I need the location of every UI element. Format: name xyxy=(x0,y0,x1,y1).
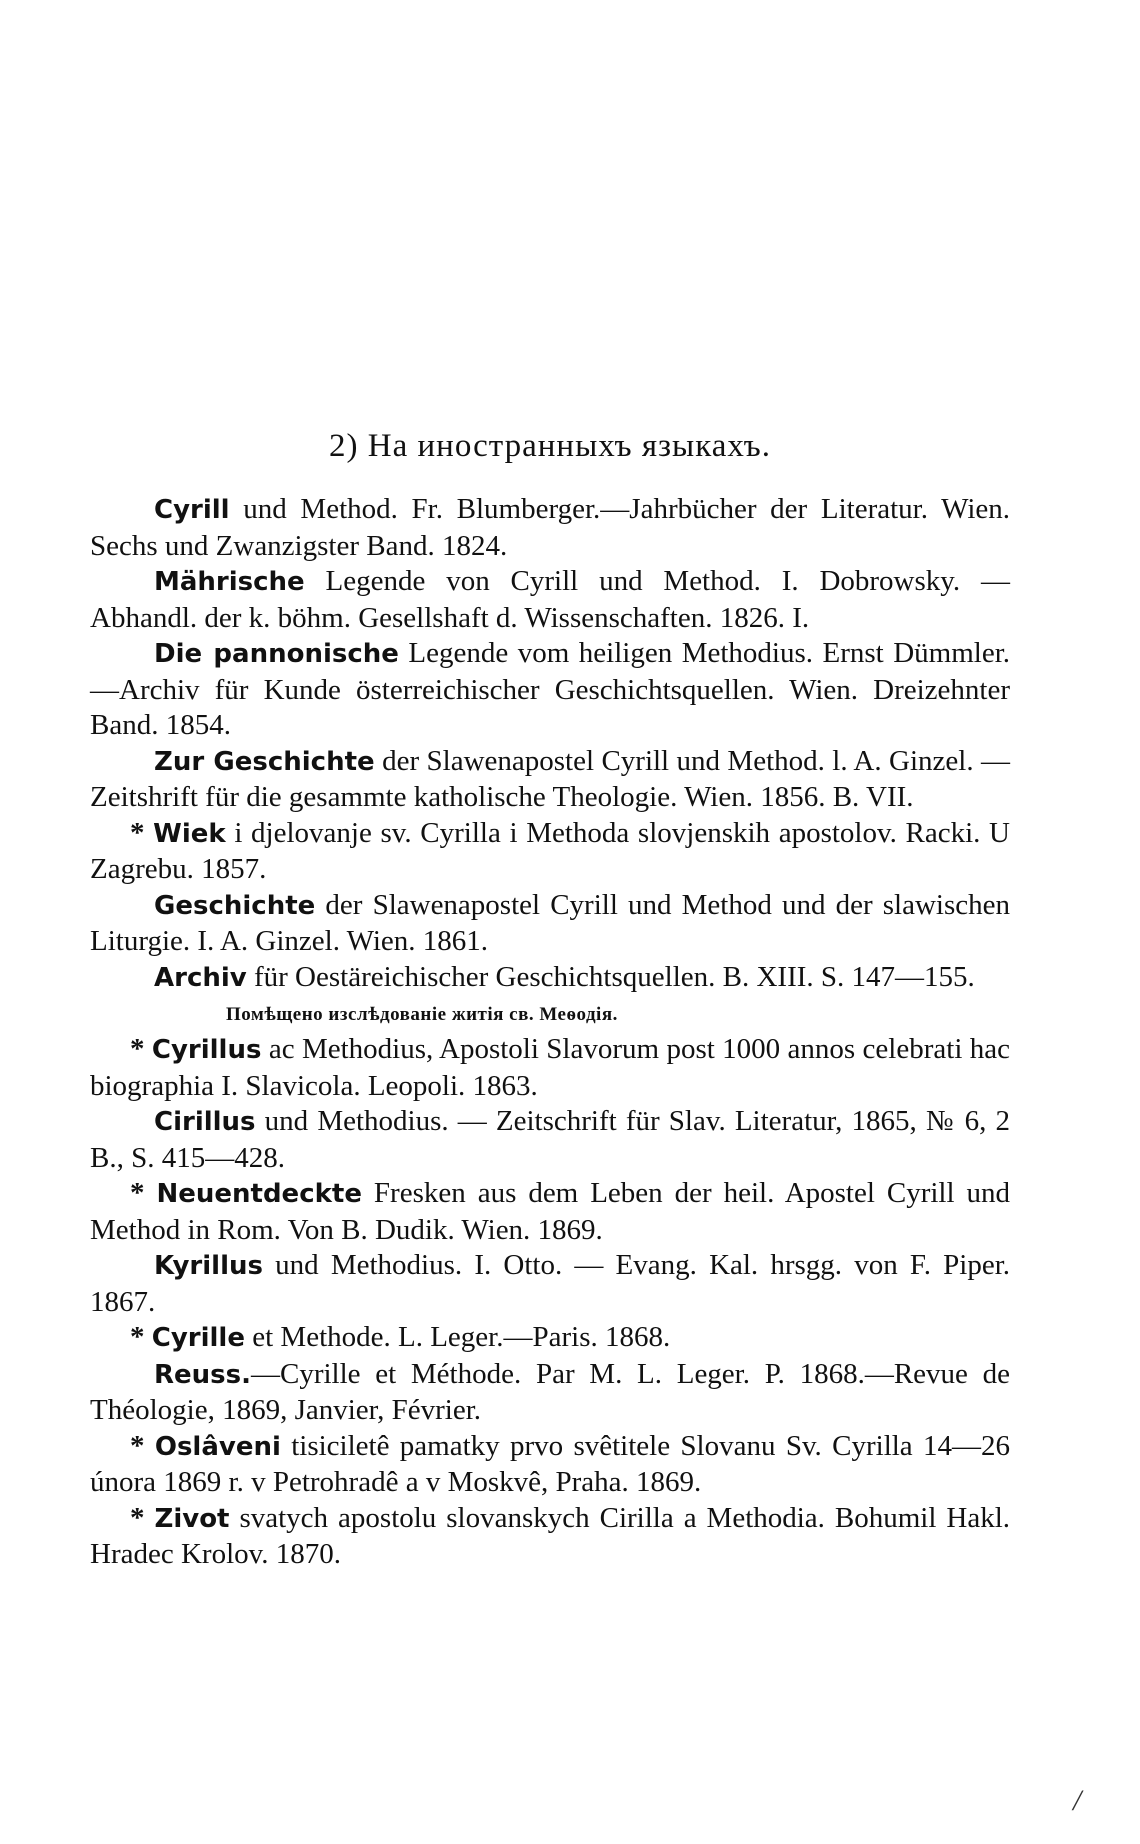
bibliography-entry xyxy=(90,636,1010,744)
bibliography-entry xyxy=(90,1320,1010,1357)
bibliography-list xyxy=(90,492,1010,1573)
bibliography-entry xyxy=(90,1176,1010,1248)
entry-text: i djelovanje sv. Cyrilla i Methoda slovjenskih apostolov. Racki. U Zagrebu. 1857. xyxy=(90,816,1010,885)
bibliography-entry xyxy=(90,960,1010,997)
entry-lead-title: Cyrillus xyxy=(151,1035,262,1065)
bibliography-entry xyxy=(90,1104,1010,1176)
bibliography-entry xyxy=(90,816,1010,888)
entry-lead-title: Zur Geschichte xyxy=(154,746,375,777)
entry-text: der Slawenapostel Cyrill und Method. l. A. Ginzel. — Zeitshrift für die gesammte katholische Theologie. Wien. 1856. B. VII. xyxy=(90,744,1010,813)
entry-text: Legende vom heiligen Methodius. Ernst Dümmler.—Archiv für Kunde österreichischer Geschichtsquellen. Wien. Dreizehnter Band. 1854. xyxy=(90,637,1010,741)
asterisk-mark: * xyxy=(130,1501,155,1534)
entry-text: et Methode. L. Leger.—Paris. 1868. xyxy=(244,1321,671,1353)
entry-text: und Method. Fr. Blumberger.—Jahrbücher der Literatur. Wien. Sechs und Zwanzigster Band. 1824. xyxy=(90,493,1010,562)
entry-lead-title: Neuentdeckte xyxy=(156,1179,362,1209)
entry-lead-title: Cyrill xyxy=(154,495,230,525)
entry-text: und Methodius. — Zeitschrift für Slav. Literatur, 1865, № 6, 2 B., S. 415—428. xyxy=(90,1105,1010,1174)
entry-lead-title: Zivot xyxy=(154,1503,230,1534)
entry-lead-title: Kyrillus xyxy=(154,1251,263,1281)
bibliography-entry xyxy=(90,1248,1010,1320)
bibliography-entry xyxy=(90,888,1010,960)
entry-lead-title: Cirillus xyxy=(154,1107,256,1137)
entry-text: der Slawenapostel Cyrill und Method und der slawischen Liturgie. I. A. Ginzel. Wien. 1861. xyxy=(90,888,1010,957)
bibliography-entry xyxy=(90,744,1010,816)
bibliography-entry xyxy=(90,1357,1010,1429)
entry-text: Fresken aus dem Leben der heil. Apostel Cyrill und Method in Rom. Von B. Dudik. Wien. 1869. xyxy=(90,1177,1010,1246)
entry-text: für Oestäreichischer Geschichtsquellen. B. XIII. S. 147—155. xyxy=(246,960,975,993)
bibliography-entry xyxy=(90,492,1010,564)
asterisk-mark: * xyxy=(130,1321,152,1353)
entry-lead-title: Archiv xyxy=(154,962,247,993)
entry-lead-title: Geschichte xyxy=(154,890,316,921)
entry-lead-title: Wiek xyxy=(153,818,226,849)
entry-text: Legende von Cyrill und Method. I. Dobrowsky. — Abhandl. der k. böhm. Gesellshaft d. Wissenschaften. 1826. I. xyxy=(90,565,1010,634)
asterisk-mark: * xyxy=(130,816,154,849)
entry-text: tisiciletê pamatky prvo svêtitele Slovanu Sv. Cyrilla 14—26 února 1869 r. v Petrohradê a v Moskvê, Praha. 1869. xyxy=(90,1429,1011,1498)
stray-pen-mark: / xyxy=(1073,1784,1082,1817)
entry-lead-title: Cyrille xyxy=(151,1323,245,1353)
asterisk-mark: * xyxy=(130,1429,155,1462)
asterisk-mark: * xyxy=(130,1033,152,1065)
bibliography-entry xyxy=(90,1429,1010,1501)
bibliography-entry xyxy=(90,1032,1010,1104)
cyrillic-note: Помѣщено изслѣдованіе житія св. Меѳодія. xyxy=(226,1004,618,1025)
entry-lead-title: Reuss. xyxy=(154,1359,251,1390)
section-heading: 2) На иностранныхъ языкахъ. xyxy=(329,428,771,464)
entry-lead-title: Oslâveni xyxy=(154,1431,281,1462)
entry-text: svatych apostolu slovanskych Cirilla a Methodia. Bohumil Hakl. Hradec Krolov. 1870. xyxy=(90,1501,1011,1570)
bibliography-entry xyxy=(90,564,1010,636)
entry-lead-title: Die pannonische xyxy=(154,639,399,669)
entry-text: —Cyrille et Méthode. Par M. L. Leger. P. 1868.—Revue de Théologie, 1869, Janvier, Février. xyxy=(90,1357,1010,1426)
entry-text: ac Methodius, Apostoli Slavorum post 1000 annos celebrati hac biographia I. Slavicola. Leopoli. 1863. xyxy=(90,1033,1010,1102)
entry-text: und Methodius. I. Otto. — Evang. Kal. hrsgg. von F. Piper. 1867. xyxy=(90,1249,1010,1318)
asterisk-mark: * xyxy=(130,1177,157,1209)
entry-lead-title: Mährische xyxy=(154,567,305,597)
bibliography-entry xyxy=(90,1501,1010,1573)
